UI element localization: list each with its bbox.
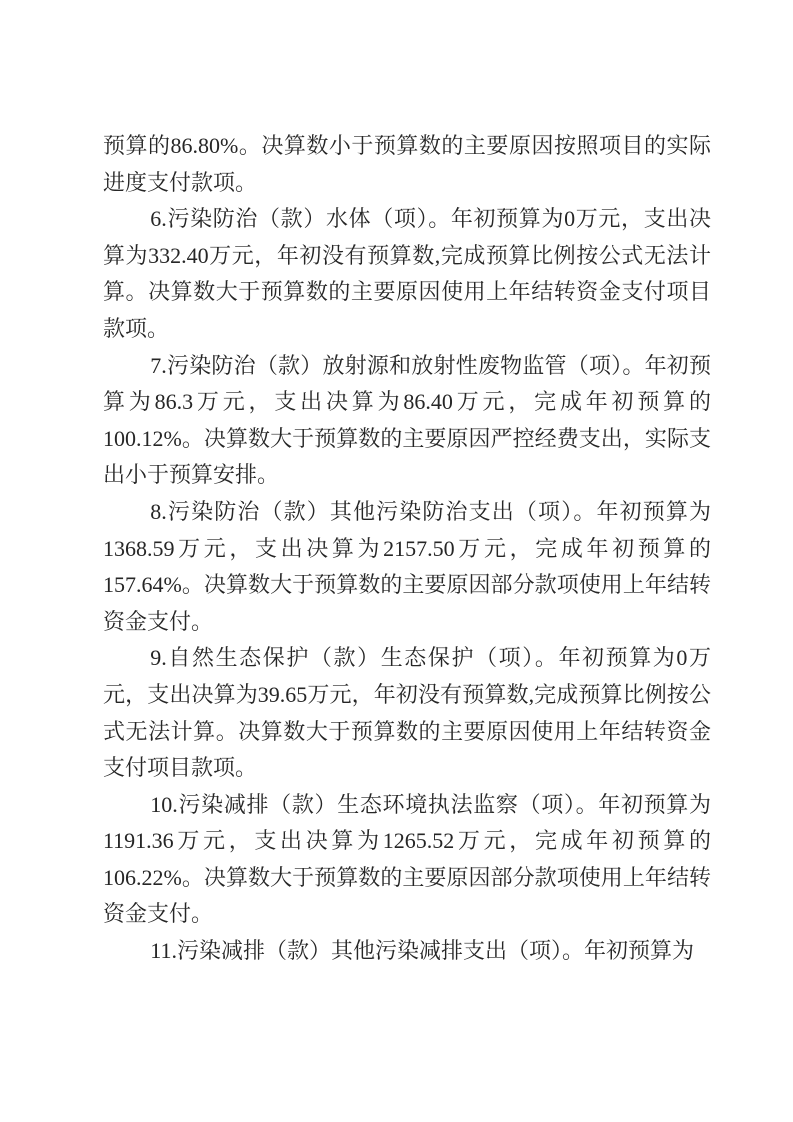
paragraph-5-continuation: 预算的86.80%。决算数小于预算数的主要原因按照项目的实际进度支付款项。 xyxy=(103,133,711,195)
paragraph-item-10: 10.污染减排（款）生态环境执法监察（项）。年初预算为1191.36万元，支出决算为1265.52万元，完成年初预算的106.22%。决算数大于预算数的主要原因部分款项使用上年结转资金支付。 xyxy=(103,791,711,927)
paragraph-item-11: 11.污染减排（款）其他污染减排支出（项）。年初预算为 xyxy=(150,938,694,964)
paragraph-item-7: 7.污染防治（款）放射源和放射性废物监管（项）。年初预算为86.3万元，支出决算为86.40万元，完成年初预算的100.12%。决算数大于预算数的主要原因严控经费支出，实际支出小于预算安排。 xyxy=(103,352,711,488)
paragraph-item-8: 8.污染防治（款）其他污染防治支出（项）。年初预算为1368.59万元，支出决算为2157.50万元，完成年初预算的157.64%。决算数大于预算数的主要原因部分款项使用上年结转资金支付。 xyxy=(103,498,711,634)
paragraph-item-6: 6.污染防治（款）水体（项）。年初预算为0万元，支出决算为332.40万元，年初没有预算数,完成预算比例按公式无法计算。决算数大于预算数的主要原因使用上年结转资金支付项目款项。 xyxy=(103,206,711,341)
document-body xyxy=(103,128,711,970)
paragraph-item-9: 9.自然生态保护（款）生态保护（项）。年初预算为0万元，支出决算为39.65万元，年初没有预算数,完成预算比例按公式无法计算。决算数大于预算数的主要原因使用上年结转资金支付项目款项。 xyxy=(103,645,711,781)
